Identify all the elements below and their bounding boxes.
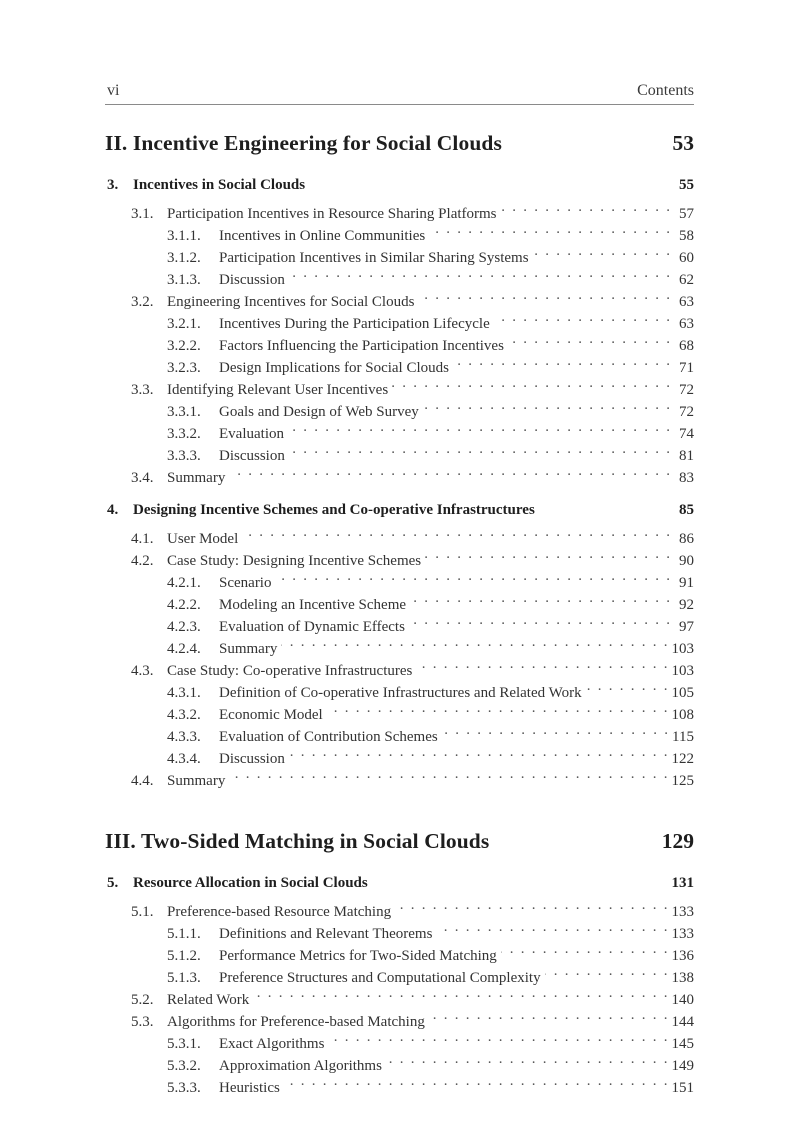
dot-leader [533, 240, 670, 262]
entry-title: Goals and Design of Web Survey [219, 404, 419, 420]
dot-leader [242, 521, 670, 543]
dot-leader [429, 1004, 668, 1026]
toc-part-heading[interactable] [105, 829, 694, 854]
entry-page: 133 [671, 926, 694, 942]
dot-leader [327, 697, 668, 719]
part-page: 129 [661, 829, 694, 853]
dot-leader [545, 960, 668, 982]
dot-leader [289, 438, 670, 460]
dot-leader [253, 982, 667, 1004]
dot-leader [418, 284, 670, 306]
entry-page: 90 [679, 553, 694, 569]
entry-number: 5.1. [131, 904, 154, 920]
entry-page: 133 [671, 904, 694, 920]
entry-title: Exact Algorithms [219, 1036, 325, 1052]
dot-leader [410, 587, 670, 609]
entry-title: Definitions and Relevant Theorems [219, 926, 433, 942]
entry-number: 3.4. [131, 470, 154, 486]
chapter-page: 55 [679, 177, 694, 193]
entry-page: 140 [671, 992, 694, 1008]
entry-title: Evaluation of Dynamic Effects [219, 619, 405, 635]
entry-page: 62 [679, 272, 694, 288]
chapter-number: 3. [107, 177, 119, 193]
entry-page: 97 [679, 619, 694, 635]
chapter-entries [105, 521, 694, 789]
dot-leader [281, 631, 667, 653]
entry-title: Related Work [167, 992, 250, 1008]
dot-leader [229, 460, 670, 482]
entry-page: 122 [671, 751, 694, 767]
toc-chapter[interactable] [105, 872, 694, 894]
entry-page: 71 [679, 360, 694, 376]
toc-part-heading[interactable] [105, 131, 694, 156]
entry-title: Definition of Co-operative Infrastructures and Related Work [219, 685, 582, 701]
entry-page: 58 [679, 228, 694, 244]
entry-number: 3.3.3. [167, 448, 201, 464]
entry-title: Heuristics [219, 1080, 280, 1096]
dot-leader [284, 1070, 668, 1092]
entry-number: 3.2.2. [167, 338, 201, 354]
entry-page: 138 [671, 970, 694, 986]
entry-page: 83 [679, 470, 694, 486]
toc-section[interactable] [105, 894, 694, 920]
chapter-number: 4. [107, 502, 119, 518]
entry-title: Performance Metrics for Two-Sided Matching [219, 948, 497, 964]
dot-leader [425, 543, 670, 565]
entry-page: 144 [671, 1014, 694, 1030]
dot-leader [275, 565, 670, 587]
entry-page: 103 [671, 641, 694, 657]
entry-page: 86 [679, 531, 694, 547]
entry-title: Design Implications for Social Clouds [219, 360, 449, 376]
dot-leader [395, 894, 667, 916]
entry-number: 3.1.3. [167, 272, 201, 288]
entry-page: 115 [672, 729, 694, 745]
dot-leader [442, 719, 668, 741]
dot-leader [288, 416, 670, 438]
entry-title: Modeling an Incentive Scheme [219, 597, 407, 613]
entry-page: 136 [671, 948, 694, 964]
entry-number: 4.1. [131, 531, 154, 547]
entry-number: 4.2. [131, 553, 154, 569]
entry-number: 3.1.1. [167, 228, 201, 244]
entry-number: 3.1.2. [167, 250, 201, 266]
entry-page: 68 [679, 338, 694, 354]
entry-number: 3.1. [131, 206, 154, 222]
entry-title: Preference Structures and Computational Complexity [219, 970, 541, 986]
entry-page: 74 [679, 426, 694, 442]
chapter-entries [105, 894, 694, 1096]
entry-page: 72 [679, 404, 694, 420]
toc-section[interactable] [105, 196, 694, 222]
entry-number: 5.1.3. [167, 970, 201, 986]
entry-title: Preference-based Resource Matching [167, 904, 392, 920]
dot-leader [289, 262, 670, 284]
entry-title: Factors Influencing the Participation Incentives [219, 338, 504, 354]
entry-title: Evaluation [219, 426, 284, 442]
entry-number: 4.3.4. [167, 751, 201, 767]
running-head [105, 82, 694, 105]
entry-number: 5.3.2. [167, 1058, 201, 1074]
entry-title: Identifying Relevant User Incentives [167, 382, 389, 398]
entry-page: 63 [679, 294, 694, 310]
entry-page: 72 [679, 382, 694, 398]
entry-title: Summary [219, 641, 278, 657]
dot-leader [392, 372, 670, 394]
part-page: 53 [672, 131, 694, 155]
toc-chapter[interactable] [105, 499, 694, 521]
dot-leader [501, 938, 668, 960]
dot-leader [328, 1026, 667, 1048]
entry-number: 3.2.1. [167, 316, 201, 332]
entry-page: 91 [679, 575, 694, 591]
dot-leader [409, 609, 670, 631]
entry-title: Discussion [219, 751, 285, 767]
entry-number: 4.2.1. [167, 575, 201, 591]
entry-page: 145 [671, 1036, 694, 1052]
entry-title: User Model [167, 531, 239, 547]
page-number: vi [107, 82, 120, 99]
entry-title: Engineering Incentives for Social Clouds [167, 294, 415, 310]
entry-number: 5.3.3. [167, 1080, 201, 1096]
entry-page: 105 [671, 685, 694, 701]
entry-page: 108 [671, 707, 694, 723]
entry-title: Economic Model [219, 707, 323, 723]
entry-title: Incentives During the Participation Lifecycle [219, 316, 490, 332]
dot-leader [386, 1048, 668, 1070]
entry-number: 4.3.3. [167, 729, 201, 745]
dot-leader [453, 350, 670, 372]
dot-leader [416, 653, 667, 675]
entry-number: 4.3.1. [167, 685, 201, 701]
chapter-page: 131 [671, 875, 694, 891]
dot-leader [586, 675, 668, 697]
entry-number: 4.3.2. [167, 707, 201, 723]
entry-number: 5.1.1. [167, 926, 201, 942]
dot-leader [436, 916, 667, 938]
part-title: III. Two-Sided Matching in Social Clouds [105, 829, 490, 853]
entry-title: Participation Incentives in Resource Sharing Platforms [167, 206, 497, 222]
entry-title: Algorithms for Preference-based Matching [167, 1014, 425, 1030]
chapter-title: Resource Allocation in Social Clouds [133, 875, 368, 891]
entry-title: Summary [167, 773, 226, 789]
dot-leader [494, 306, 670, 328]
entry-title: Evaluation of Contribution Schemes [219, 729, 438, 745]
entry-number: 3.3.2. [167, 426, 201, 442]
entry-page: 125 [671, 773, 694, 789]
entry-title: Summary [167, 470, 226, 486]
toc-section[interactable] [105, 521, 694, 547]
entry-number: 5.1.2. [167, 948, 201, 964]
entry-number: 4.2.3. [167, 619, 201, 635]
chapter-entries [105, 196, 694, 486]
dot-leader [508, 328, 670, 350]
entry-number: 4.3. [131, 663, 154, 679]
dot-leader [429, 218, 670, 240]
entry-number: 5.3.1. [167, 1036, 201, 1052]
entry-number: 5.3. [131, 1014, 154, 1030]
entry-page: 57 [679, 206, 694, 222]
dot-leader [229, 763, 667, 785]
entry-title: Discussion [219, 272, 285, 288]
entry-title: Incentives in Online Communities [219, 228, 426, 244]
entry-title: Participation Incentives in Similar Sharing Systems [219, 250, 529, 266]
entry-title: Case Study: Designing Incentive Schemes [167, 553, 422, 569]
chapter-page: 85 [679, 502, 694, 518]
chapter-number: 5. [107, 875, 119, 891]
dot-leader [289, 741, 668, 763]
toc-chapter[interactable] [105, 174, 694, 196]
entry-number: 3.3.1. [167, 404, 201, 420]
entry-page: 149 [671, 1058, 694, 1074]
entry-number: 4.2.4. [167, 641, 201, 657]
dot-leader [423, 394, 670, 416]
running-title: Contents [637, 82, 694, 99]
entry-number: 3.2.3. [167, 360, 201, 376]
entry-page: 60 [679, 250, 694, 266]
dot-leader [501, 196, 670, 218]
entry-title: Discussion [219, 448, 285, 464]
chapter-title: Designing Incentive Schemes and Co-operative Infrastructures [133, 502, 535, 518]
entry-page: 103 [671, 663, 694, 679]
entry-page: 81 [679, 448, 694, 464]
entry-number: 5.2. [131, 992, 154, 1008]
entry-number: 3.2. [131, 294, 154, 310]
entry-title: Approximation Algorithms [219, 1058, 382, 1074]
entry-number: 3.3. [131, 382, 154, 398]
entry-title: Case Study: Co-operative Infrastructures [167, 663, 413, 679]
entry-number: 4.4. [131, 773, 154, 789]
entry-page: 63 [679, 316, 694, 332]
entry-page: 151 [671, 1080, 694, 1096]
entry-number: 4.2.2. [167, 597, 201, 613]
entry-page: 92 [679, 597, 694, 613]
part-title: II. Incentive Engineering for Social Clouds [105, 131, 502, 155]
chapter-title: Incentives in Social Clouds [133, 177, 306, 193]
toc-page [105, 82, 694, 1096]
entry-title: Scenario [219, 575, 272, 591]
